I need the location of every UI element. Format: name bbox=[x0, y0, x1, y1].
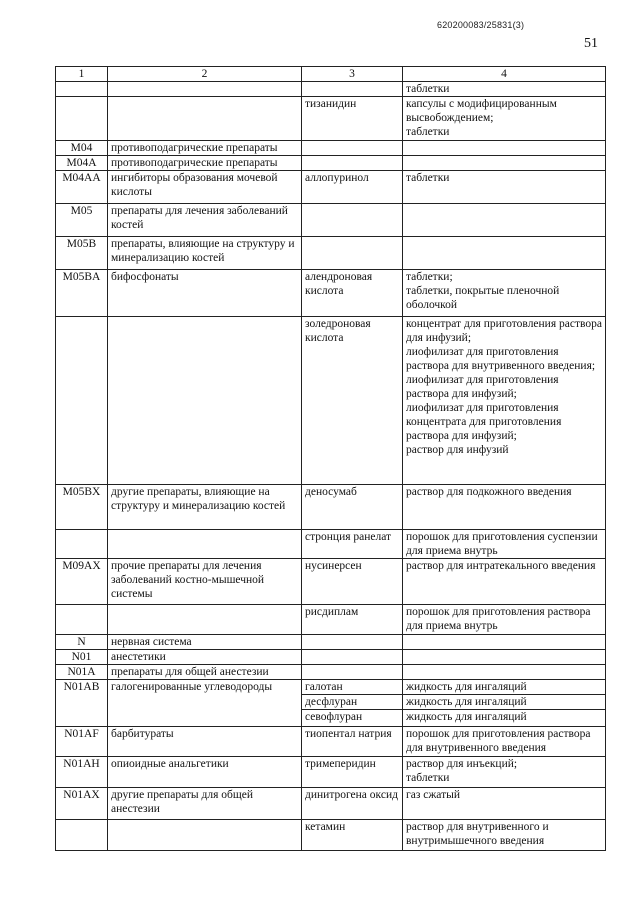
table-row bbox=[56, 156, 606, 171]
dosage-form-cell: порошок для приготовления суспензии для приема внутрь bbox=[403, 530, 606, 559]
group-name-cell: галогенированные углеводороды bbox=[108, 680, 302, 727]
group-name-cell: прочие препараты для лечения заболеваний костно-мышечной системы bbox=[108, 559, 302, 605]
dosage-form-cell: порошок для приготовления раствора для приема внутрь bbox=[403, 605, 606, 635]
group-name-cell bbox=[108, 820, 302, 851]
drug-name-cell: тиопентал натрия bbox=[302, 727, 403, 757]
atc-code-cell bbox=[56, 530, 108, 559]
document-id: 620200083/25831(3) bbox=[437, 20, 525, 30]
atc-code-cell: M05 bbox=[56, 204, 108, 237]
atc-code-cell: N01AF bbox=[56, 727, 108, 757]
dosage-form-cell: порошок для приготовления раствора для внутривенного введения bbox=[403, 727, 606, 757]
atc-code-cell bbox=[56, 82, 108, 97]
dosage-form: жидкость для ингаляций bbox=[406, 681, 527, 693]
drug-name-cell: аллопуринол bbox=[302, 171, 403, 204]
dosage-form-cell bbox=[403, 650, 606, 665]
dosage-form-cell bbox=[403, 204, 606, 237]
drug-name-cell bbox=[302, 680, 403, 727]
table-row bbox=[56, 485, 606, 530]
drug-name-cell: стронция ранелат bbox=[302, 530, 403, 559]
dosage-form-cell: газ сжатый bbox=[403, 788, 606, 820]
group-name-cell: препараты для общей анестезии bbox=[108, 665, 302, 680]
dosage-form-cell bbox=[403, 680, 606, 727]
atc-code-cell: M04A bbox=[56, 156, 108, 171]
group-name-cell: барбитураты bbox=[108, 727, 302, 757]
column-header: 1 bbox=[56, 67, 108, 82]
table-row bbox=[56, 97, 606, 141]
table-row bbox=[56, 204, 606, 237]
group-name-cell bbox=[108, 97, 302, 141]
drug-name-cell bbox=[302, 650, 403, 665]
dosage-form-cell bbox=[403, 156, 606, 171]
drug-name-cell bbox=[302, 665, 403, 680]
drug-name: десфлуран bbox=[302, 694, 402, 709]
table-row bbox=[56, 237, 606, 270]
dosage-form-cell: раствор для инъекций; таблетки bbox=[403, 757, 606, 788]
table-row bbox=[56, 317, 606, 485]
drug-name-cell bbox=[302, 156, 403, 171]
atc-code-cell: M05B bbox=[56, 237, 108, 270]
dosage-form-cell: раствор для интратекального введения bbox=[403, 559, 606, 605]
drug-name-cell: алендроновая кислота bbox=[302, 270, 403, 317]
group-name-cell: бифосфонаты bbox=[108, 270, 302, 317]
table-row bbox=[56, 650, 606, 665]
drug-name-cell: кетамин bbox=[302, 820, 403, 851]
group-name-cell: препараты, влияющие на структуру и минерализацию костей bbox=[108, 237, 302, 270]
drug-name-cell: рисдиплам bbox=[302, 605, 403, 635]
dosage-form-cell: концентрат для приготовления раствора для инфузий; лиофилизат для приготовления раствора для внутривенного введения; лиофилизат для приготовления раствора для инфузий; лиофилизат для приготовления концентрата для приготовления раствора для инфузий; раствор для инфузий bbox=[403, 317, 606, 485]
atc-code-cell: M05BA bbox=[56, 270, 108, 317]
atc-code-cell: M04AA bbox=[56, 171, 108, 204]
table-row bbox=[56, 665, 606, 680]
atc-code-cell: M09AX bbox=[56, 559, 108, 605]
atc-code-cell: N bbox=[56, 635, 108, 650]
drug-name-cell bbox=[302, 237, 403, 270]
atc-code-cell bbox=[56, 605, 108, 635]
group-name-cell bbox=[108, 530, 302, 559]
dosage-form-cell: таблетки bbox=[403, 82, 606, 97]
table-row bbox=[56, 788, 606, 820]
group-name-cell: другие препараты для общей анестезии bbox=[108, 788, 302, 820]
dosage-form-cell bbox=[403, 141, 606, 156]
page-number: 51 bbox=[584, 36, 598, 51]
atc-code-cell: M04 bbox=[56, 141, 108, 156]
dosage-form-cell: таблетки bbox=[403, 171, 606, 204]
drug-name-cell: тримеперидин bbox=[302, 757, 403, 788]
atc-code-cell bbox=[56, 97, 108, 141]
column-header: 3 bbox=[302, 67, 403, 82]
drug-name-cell bbox=[302, 204, 403, 237]
group-name-cell: опиоидные анальгетики bbox=[108, 757, 302, 788]
atc-code-cell: N01A bbox=[56, 665, 108, 680]
drug-name-cell: золедроновая кислота bbox=[302, 317, 403, 485]
atc-code-cell bbox=[56, 820, 108, 851]
dosage-form-cell: раствор для внутривенного и внутримышечного введения bbox=[403, 820, 606, 851]
table-row bbox=[56, 820, 606, 851]
drug-name-cell bbox=[302, 82, 403, 97]
drug-name: галотан bbox=[305, 681, 343, 693]
group-name-cell: противоподагрические препараты bbox=[108, 141, 302, 156]
dosage-form: жидкость для ингаляций bbox=[403, 694, 605, 709]
dosage-form-cell bbox=[403, 635, 606, 650]
atc-code-cell bbox=[56, 317, 108, 485]
atc-code-cell: N01 bbox=[56, 650, 108, 665]
group-name-cell: препараты для лечения заболеваний костей bbox=[108, 204, 302, 237]
dosage-form-cell: капсулы с модифицированным высвобождением; таблетки bbox=[403, 97, 606, 141]
column-header: 4 bbox=[403, 67, 606, 82]
atc-code-cell: N01AH bbox=[56, 757, 108, 788]
drug-name-cell bbox=[302, 635, 403, 650]
dosage-form-cell bbox=[403, 237, 606, 270]
drug-name: севофлуран bbox=[302, 709, 402, 724]
dosage-form-cell bbox=[403, 665, 606, 680]
table-row bbox=[56, 530, 606, 559]
table-row bbox=[56, 635, 606, 650]
group-name-cell: ингибиторы образования мочевой кислоты bbox=[108, 171, 302, 204]
table-row bbox=[56, 82, 606, 97]
drug-list-table bbox=[55, 66, 606, 851]
group-name-cell: другие препараты, влияющие на структуру и минерализацию костей bbox=[108, 485, 302, 530]
group-name-cell: противоподагрические препараты bbox=[108, 156, 302, 171]
dosage-form-cell: таблетки; таблетки, покрытые пленочной оболочкой bbox=[403, 270, 606, 317]
table-row bbox=[56, 559, 606, 605]
group-name-cell: нервная система bbox=[108, 635, 302, 650]
atc-code-cell: N01AX bbox=[56, 788, 108, 820]
group-name-cell bbox=[108, 605, 302, 635]
dosage-form: жидкость для ингаляций bbox=[403, 709, 605, 724]
table-row bbox=[56, 270, 606, 317]
table-header-row bbox=[56, 67, 606, 82]
table-row bbox=[56, 605, 606, 635]
drug-name-cell: тизанидин bbox=[302, 97, 403, 141]
table-row bbox=[56, 141, 606, 156]
drug-name-cell: динитрогена оксид bbox=[302, 788, 403, 820]
table-row bbox=[56, 757, 606, 788]
drug-name-cell bbox=[302, 141, 403, 156]
group-name-cell: анестетики bbox=[108, 650, 302, 665]
atc-code-cell: N01AB bbox=[56, 680, 108, 727]
group-name-cell bbox=[108, 82, 302, 97]
dosage-form-cell: раствор для подкожного введения bbox=[403, 485, 606, 530]
atc-code-cell: M05BX bbox=[56, 485, 108, 530]
column-header: 2 bbox=[108, 67, 302, 82]
table-row bbox=[56, 680, 606, 727]
drug-name-cell: нусинерсен bbox=[302, 559, 403, 605]
drug-name-cell: деносумаб bbox=[302, 485, 403, 530]
table-row bbox=[56, 727, 606, 757]
table-row bbox=[56, 171, 606, 204]
group-name-cell bbox=[108, 317, 302, 485]
